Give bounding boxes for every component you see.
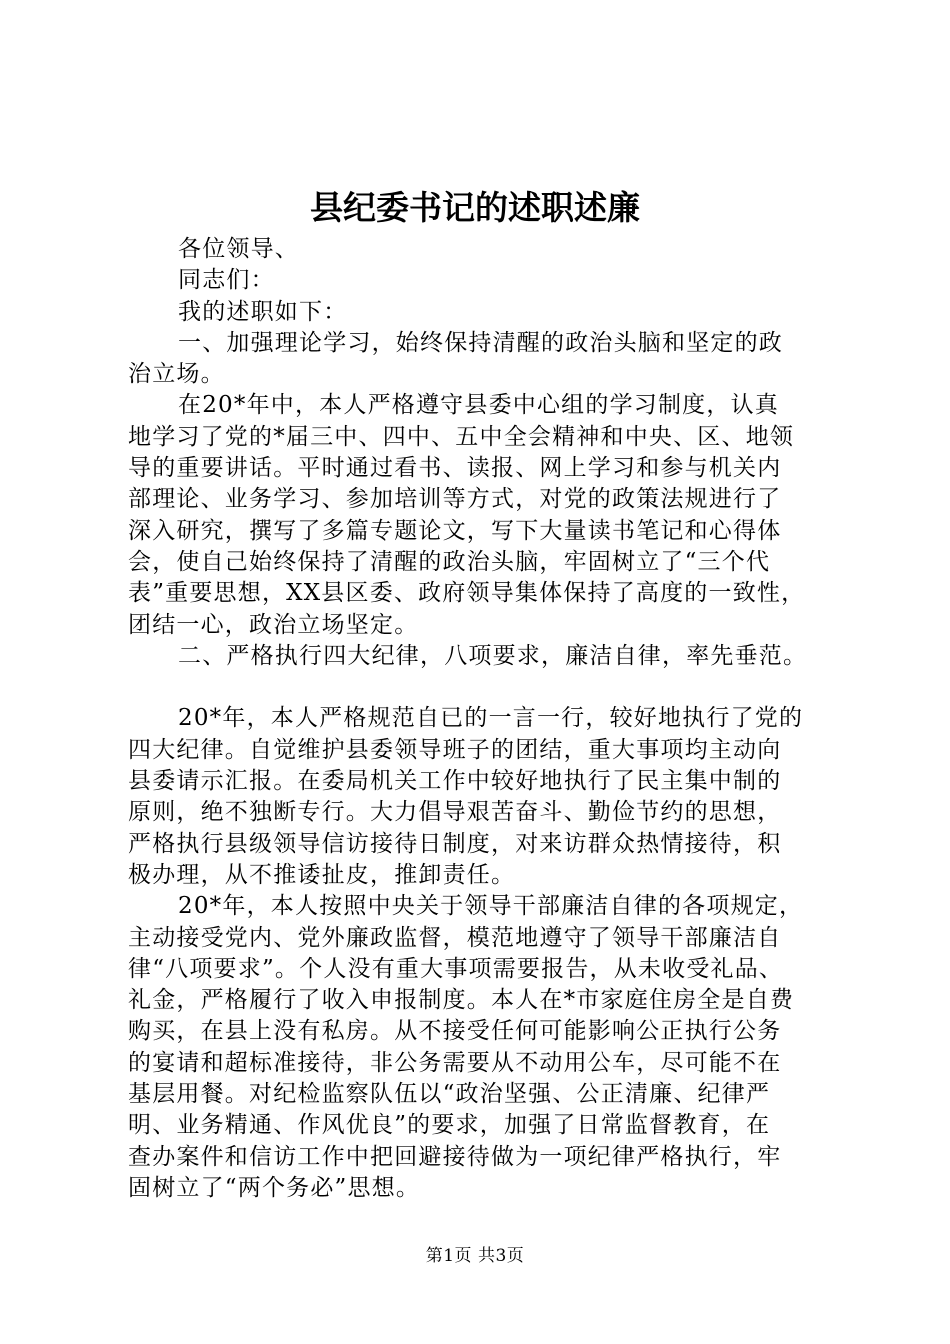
text-line: 20*年，本人按照中央关于领导干部廉洁自律的各项规定， bbox=[178, 893, 804, 920]
text-line: 固树立了“两个务必”思想。 bbox=[128, 1174, 421, 1201]
text-line: 地学习了党的*届三中、四中、五中全会精神和中央、区、地领 bbox=[128, 423, 795, 450]
text-line: 同志们： bbox=[178, 267, 275, 294]
text-line: 团结一心，政治立场坚定。 bbox=[128, 611, 419, 638]
text-line: 各位领导、 bbox=[178, 236, 299, 262]
text-line: 在20*年中，本人严格遵守县委中心组的学习制度，认真 bbox=[178, 392, 779, 419]
blank-line bbox=[128, 672, 840, 703]
text-line: 极办理，从不推诿扯皮，推卸责任。 bbox=[128, 861, 516, 888]
text-line: 二、严格执行四大纪律，八项要求，廉洁自律，率先垂范。 bbox=[178, 642, 808, 669]
text-line: 深入研究，撰写了多篇专题论文，写下大量读书笔记和心得体 bbox=[128, 517, 782, 544]
text-line: 一、加强理论学习，始终保持清醒的政治头脑和坚定的政 bbox=[178, 329, 783, 356]
text-line: 县委请示汇报。在委局机关工作中较好地执行了民主集中制的 bbox=[128, 768, 782, 795]
text-line: 我的述职如下： bbox=[178, 298, 348, 325]
text-line: 明、业务精通、作风优良”的要求，加强了日常监督教育，在 bbox=[128, 1112, 771, 1139]
text-line: 会，使自己始终保持了清醒的政治头脑，牢固树立了“三个代 bbox=[128, 548, 771, 575]
text-line: 表”重要思想，XX县区委、政府领导集体保持了高度的一致性， bbox=[128, 580, 806, 607]
text-line: 严格执行县级领导信访接待日制度，对来访群众热情接待，积 bbox=[128, 830, 782, 857]
text-line: 治立场。 bbox=[128, 361, 225, 388]
page-footer: 第1页 共3页 bbox=[425, 1246, 525, 1266]
text-line: 四大纪律。自觉维护县委领导班子的团结，重大事项均主动向 bbox=[128, 736, 782, 763]
text-line: 部理论、业务学习、参加培训等方式，对党的政策法规进行了 bbox=[128, 486, 782, 513]
text-line: 基层用餐。对纪检监察队伍以“政治坚强、公正清廉、纪律严 bbox=[128, 1081, 771, 1108]
text-line: 导的重要讲话。平时通过看书、读报、网上学习和参与机关内 bbox=[128, 455, 782, 482]
document-title: 县纪委书记的述职述廉 bbox=[310, 188, 640, 227]
document-body bbox=[128, 234, 840, 1204]
text-line: 的宴请和超标准接待，非公务需要从不动用公车，尽可能不在 bbox=[128, 1049, 782, 1076]
text-line: 主动接受党内、党外廉政监督，模范地遵守了领导干部廉洁自 bbox=[128, 924, 782, 951]
text-line: 律“八项要求”。个人没有重大事项需要报告，从未收受礼品、 bbox=[128, 955, 784, 982]
text-line: 礼金，严格履行了收入申报制度。本人在*市家庭住房全是自费 bbox=[128, 987, 795, 1014]
text-line: 查办案件和信访工作中把回避接待做为一项纪律严格执行，牢 bbox=[128, 1143, 782, 1170]
text-line: 原则，绝不独断专行。大力倡导艰苦奋斗、勤俭节约的思想， bbox=[128, 799, 782, 826]
text-line: 购买，在县上没有私房。从不接受任何可能影响公正执行公务 bbox=[128, 1018, 782, 1045]
text-line: 20*年，本人严格规范自已的一言一行，较好地执行了党的 bbox=[178, 705, 804, 732]
